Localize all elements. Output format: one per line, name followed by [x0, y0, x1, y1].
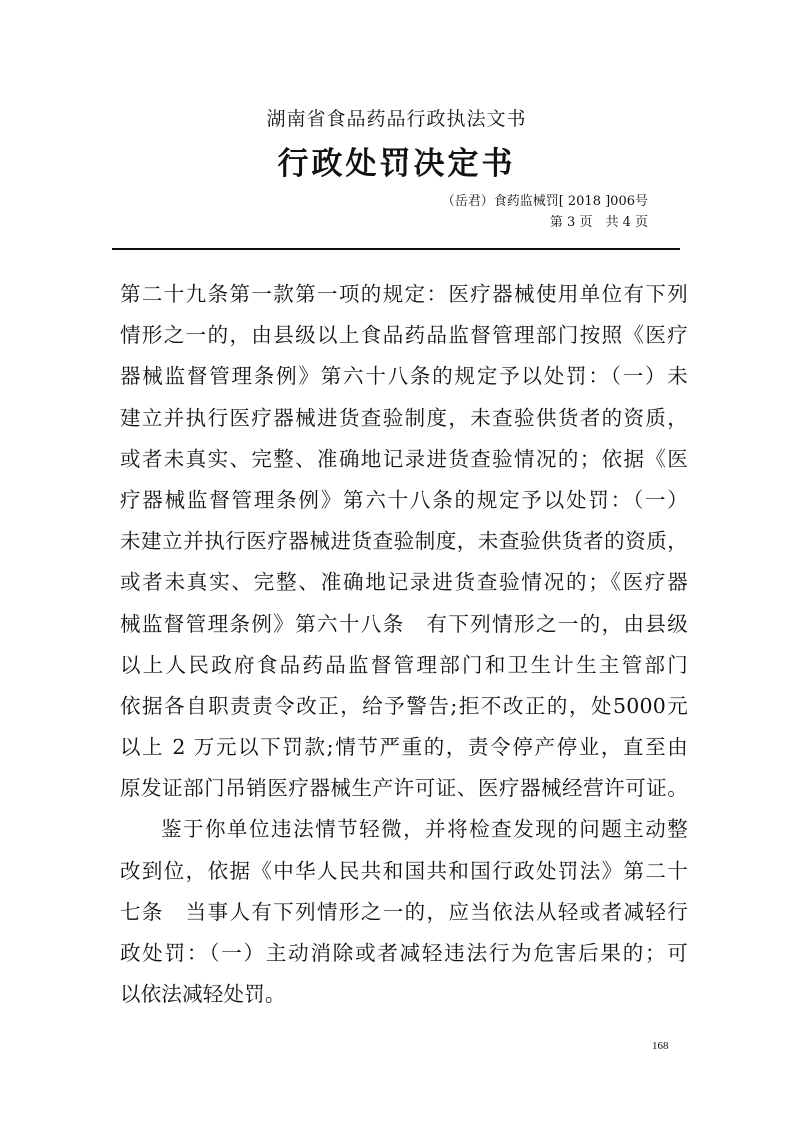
text-line: 或者未真实、完整、准确地记录进货查验情况的；依据《医 [120, 446, 688, 471]
text-line: 第二十九条第一款第一项的规定：医疗器械使用单位有下列 [120, 282, 688, 306]
page-info: 第 3 页 共 4 页 [549, 215, 648, 230]
text-line: 鉴于你单位违法情节轻微，并将检查发现的问题主动整 [161, 817, 688, 842]
text-line: 以依法减轻处罚。 [120, 982, 286, 1007]
document-number: （岳君）食药监械罚[ 2018 ]006号 [441, 194, 648, 209]
text-line: 以上 2 万元以下罚款;情节严重的，责令停产停业，直至由 [120, 735, 688, 760]
text-line: 或者未真实、完整、准确地记录进货查验情况的；《医疗器 [120, 570, 688, 595]
paragraph-1 [120, 274, 688, 809]
header-divider [112, 248, 680, 250]
text-line: 建立并执行医疗器械进货查验制度，未查验供货者的资质， [120, 405, 688, 430]
text-line: 械监督管理条例》第六十八条 有下列情形之一的，由县级 [120, 611, 688, 636]
text-line: 改到位，依据《中华人民共和国共和国行政处罚法》第二十 [120, 858, 688, 883]
page-number: 168 [652, 1040, 669, 1052]
text-line: 依据各自职责责令改正，给予警告;拒不改正的，处5000元 [120, 693, 688, 718]
text-line: 器械监督管理条例》第六十八条的规定予以处罚：（一）未 [120, 364, 688, 389]
text-line: 情形之一的，由县级以上食品药品监督管理部门按照《医疗 [120, 323, 688, 348]
text-line: 以上人民政府食品药品监督管理部门和卫生计生主管部门 [120, 652, 688, 677]
text-line: 疗器械监督管理条例》第六十八条的规定予以处罚：（一） [120, 487, 688, 512]
text-line: 未建立并执行医疗器械进货查验制度，未查验供货者的资质， [120, 529, 688, 554]
text-line: 政处罚：（一）主动消除或者减轻违法行为危害后果的；可 [120, 941, 688, 965]
document-title: 行政处罚决定书 [277, 146, 516, 182]
agency-header: 湖南省食品药品行政执法文书 [266, 108, 527, 130]
text-line: 原发证部门吊销医疗器械生产许可证、医疗器械经营许可证。 [120, 776, 688, 801]
text-line: 七条 当事人有下列情形之一的，应当依法从轻或者减轻行 [120, 899, 688, 924]
document-body [120, 274, 688, 1015]
paragraph-2 [120, 809, 688, 1015]
